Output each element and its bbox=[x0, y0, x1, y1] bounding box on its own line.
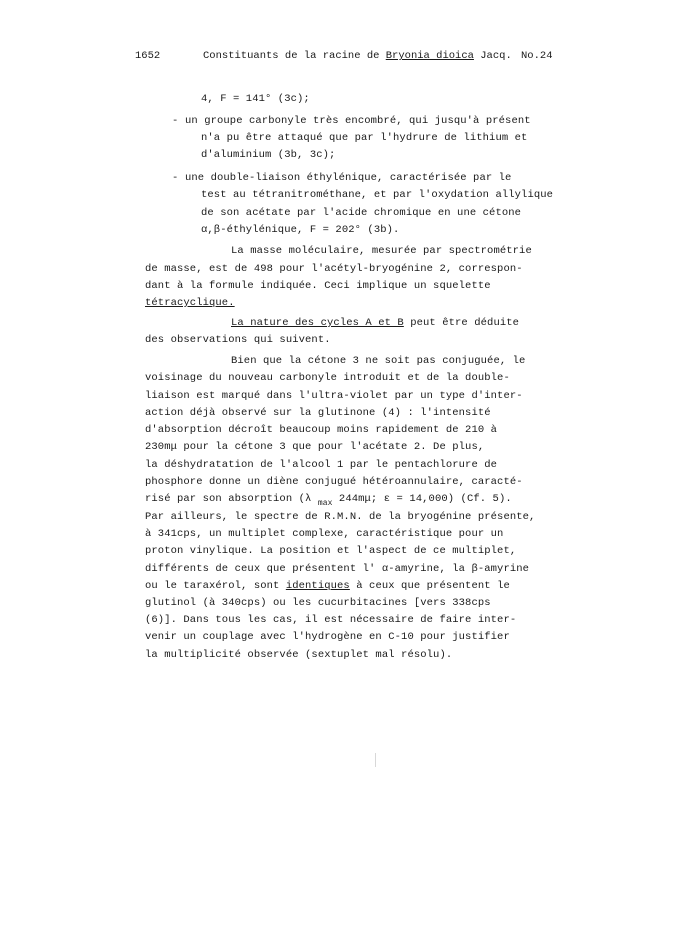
text-fragment: ou le taraxérol, sont bbox=[145, 580, 286, 592]
title-species: Bryonia dioica bbox=[385, 50, 474, 62]
running-title bbox=[203, 50, 512, 62]
underlined-phrase: La nature des cycles A et B bbox=[231, 317, 404, 329]
text-line: Par ailleurs, le spectre de R.M.N. de la bryogénine présente, bbox=[145, 511, 536, 523]
bullet-dash: - bbox=[172, 172, 179, 184]
bullet-dash: - bbox=[172, 115, 179, 127]
issue-number: No.24 bbox=[521, 50, 553, 62]
text-line: test au tétranitrométhane, et par l'oxydation allylique bbox=[201, 189, 554, 201]
page-number: 1652 bbox=[135, 50, 161, 62]
text-line: tétracyclique. bbox=[145, 297, 235, 309]
text-line: de masse, est de 498 pour l'acétyl-bryogénine 2, correspon- bbox=[145, 263, 523, 275]
title-prefix: Constituants de la racine de bbox=[203, 50, 386, 62]
text-line: à 341cps, un multiplet complexe, caractéristique pour un bbox=[145, 528, 504, 540]
text-line: différents de ceux que présentent l' α-amyrine, la β-amyrine bbox=[145, 563, 530, 575]
underlined-word: identiques bbox=[285, 580, 350, 592]
text-line: proton vinylique. La position et l'aspect de ce multiplet, bbox=[145, 545, 517, 557]
text-line: n'a pu être attaqué que par l'hydrure de lithium et bbox=[201, 132, 528, 144]
text-line: de son acétate par l'acide chromique en une cétone bbox=[201, 207, 522, 219]
text-line: d'absorption décroît beaucoup moins rapidement de 210 à bbox=[145, 424, 498, 436]
text-line: la multiplicité observée (sextuplet mal résolu). bbox=[145, 649, 453, 661]
text-line: 230mμ pour la cétone 3 que pour l'acétate 2. De plus, bbox=[145, 441, 485, 453]
text-line: action déjà observé sur la glutinone (4) : l'intensité bbox=[145, 407, 491, 419]
title-suffix: Jacq. bbox=[473, 50, 512, 62]
text-line: 4, F = 141° (3c); bbox=[201, 93, 310, 105]
text-line: glutinol (à 340cps) ou les cucurbitacines [vers 338cps bbox=[145, 597, 491, 609]
text-line: la déshydratation de l'alcool 1 par le pentachlorure de bbox=[145, 459, 498, 471]
subscript-max: max bbox=[317, 499, 333, 508]
text-line bbox=[231, 317, 519, 329]
text-line: (6)]. Dans tous les cas, il est nécessaire de faire inter- bbox=[145, 614, 517, 626]
text-line: venir un couplage avec l'hydrogène en C-10 pour justifier bbox=[145, 631, 510, 643]
text-line: des observations qui suivent. bbox=[145, 334, 331, 346]
text-line: un groupe carbonyle très encombré, qui jusqu'à présent bbox=[185, 115, 531, 127]
text-line: dant à la formule indiquée. Ceci implique un squelette bbox=[145, 280, 491, 292]
text-fragment: peut être déduite bbox=[403, 317, 520, 329]
text-line: liaison est marqué dans l'ultra-violet par un type d'inter- bbox=[145, 390, 523, 402]
text-fragment: 244mμ; ε = 14,000) (Cf. 5). bbox=[332, 493, 512, 505]
text-line: d'aluminium (3b, 3c); bbox=[201, 149, 336, 161]
text-line: α,β-éthylénique, F = 202° (3b). bbox=[201, 224, 400, 236]
text-line: phosphore donne un diène conjugué hétéroannulaire, caracté- bbox=[145, 476, 523, 488]
text-line: une double-liaison éthylénique, caractérisée par le bbox=[185, 172, 512, 184]
text-fragment: à ceux que présentent le bbox=[349, 580, 510, 592]
text-line: voisinage du nouveau carbonyle introduit et de la double- bbox=[145, 372, 510, 384]
text-fragment: risé par son absorption (λ bbox=[145, 493, 318, 505]
scan-artifact bbox=[375, 753, 376, 767]
text-line: La masse moléculaire, mesurée par spectrométrie bbox=[231, 245, 532, 257]
text-line bbox=[145, 493, 512, 506]
text-line bbox=[145, 580, 510, 592]
text-line: Bien que la cétone 3 ne soit pas conjuguée, le bbox=[231, 355, 526, 367]
